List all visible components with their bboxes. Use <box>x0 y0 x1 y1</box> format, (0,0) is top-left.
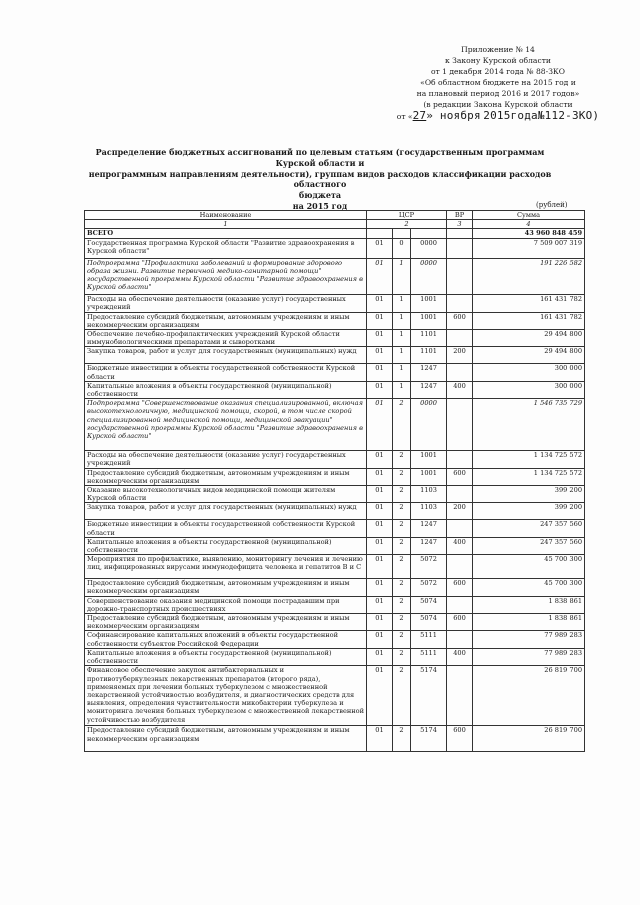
row-csr-program: 01 <box>367 486 393 503</box>
appendix-date-day: 27 <box>412 109 427 122</box>
row-csr-program: 01 <box>367 364 393 381</box>
row-sum: 1 134 725 572 <box>473 468 585 485</box>
row-csr-direction: 1103 <box>411 486 447 503</box>
row-name: Финансовое обеспечение закупок антибактериальных и противотуберкулезных лекарственных препаратов (второго ряда), применяемых при лечении больных туберкулезом с множественной лекарственной устойчивостью возбудителя, и диагностических средств для выявления, определения чувствительности микобактерии туберкулеза и мониторинга лечения больных туберкулезом с множественной лекарственной устойчивостью возбудителя <box>85 666 367 726</box>
row-name: Расходы на обеспечение деятельности (оказание услуг) государственных учреждений <box>85 294 367 312</box>
row-csr-subprogram: 0 <box>393 238 411 258</box>
row-name: Бюджетные инвестиции в объекты государственной собственности Курской области <box>85 520 367 537</box>
row-csr-program: 01 <box>367 399 393 451</box>
row-csr-program <box>367 229 393 238</box>
row-sum: 45 700 300 <box>473 579 585 596</box>
row-name: Государственная программа Курской области "Развитие здравоохранения в Курской области" <box>85 238 367 258</box>
row-csr-direction: 0000 <box>411 258 447 294</box>
row-sum: 300 000 <box>473 364 585 381</box>
table-row <box>85 347 585 364</box>
row-csr-direction <box>411 229 447 238</box>
budget-table-body <box>85 211 585 752</box>
row-csr-direction: 5074 <box>411 614 447 631</box>
table-row <box>85 238 585 258</box>
row-vr: 600 <box>447 579 473 596</box>
appendix-date-prefix: от « <box>396 112 413 121</box>
appendix-block <box>368 44 628 122</box>
row-csr-subprogram: 2 <box>393 666 411 726</box>
row-csr-subprogram: 1 <box>393 364 411 381</box>
row-vr: 600 <box>447 468 473 485</box>
row-sum: 191 226 582 <box>473 258 585 294</box>
header-num-sum: 4 <box>473 220 585 229</box>
row-csr-program: 01 <box>367 381 393 398</box>
row-csr-subprogram: 1 <box>393 294 411 312</box>
row-vr: 200 <box>447 503 473 520</box>
row-sum: 247 357 560 <box>473 520 585 537</box>
table-row <box>85 520 585 537</box>
row-csr-program: 01 <box>367 312 393 329</box>
row-csr-subprogram: 2 <box>393 537 411 554</box>
title-line-2: непрограммным направлениям деятельности), группам видов расходов классификации расходов областного <box>88 168 552 190</box>
row-sum: 26 819 700 <box>473 666 585 726</box>
table-row <box>85 579 585 596</box>
row-vr: 400 <box>447 381 473 398</box>
row-name: Капитальные вложения в объекты государственной (муниципальной) собственности <box>85 648 367 665</box>
row-csr-direction: 5072 <box>411 579 447 596</box>
appendix-line-4: «Об областном бюджете на 2015 год и <box>420 78 576 87</box>
row-name: Обеспечение лечебно-профилактических учреждений Курской области иммунобиологическими препаратами и сыворотками <box>85 330 367 347</box>
row-sum: 1 838 861 <box>473 596 585 613</box>
row-csr-program: 01 <box>367 258 393 294</box>
header-num-vr: 3 <box>447 220 473 229</box>
row-name: Капитальные вложения в объекты государственной (муниципальной) собственности <box>85 537 367 554</box>
header-row <box>85 211 585 220</box>
title-line-4: на 2015 год <box>292 200 348 211</box>
row-sum: 29 494 800 <box>473 347 585 364</box>
row-name: ВСЕГО <box>85 229 367 238</box>
row-csr-subprogram: 2 <box>393 555 411 579</box>
appendix-line-1: Приложение № 14 <box>461 45 535 54</box>
row-vr <box>447 666 473 726</box>
row-name: Закупка товаров, работ и услуг для государственных (муниципальных) нужд <box>85 347 367 364</box>
row-vr: 600 <box>447 726 473 752</box>
row-csr-direction: 5074 <box>411 596 447 613</box>
row-csr-program: 01 <box>367 614 393 631</box>
row-vr: 600 <box>447 312 473 329</box>
row-csr-direction: 1001 <box>411 451 447 468</box>
appendix-line-5: на плановый период 2016 и 2017 годов» <box>416 89 580 98</box>
row-sum: 45 700 300 <box>473 555 585 579</box>
row-csr-subprogram: 2 <box>393 451 411 468</box>
table-row <box>85 330 585 347</box>
budget-table <box>84 210 585 752</box>
row-sum: 161 431 782 <box>473 312 585 329</box>
row-csr-direction: 5174 <box>411 666 447 726</box>
row-name: Расходы на обеспечение деятельности (оказание услуг) государственных учреждений <box>85 451 367 468</box>
header-sum: Сумма <box>473 211 585 220</box>
table-row <box>85 537 585 554</box>
row-csr-program: 01 <box>367 294 393 312</box>
appendix-line-3: от 1 декабря 2014 года № 88-ЗКО <box>430 67 566 76</box>
row-csr-program: 01 <box>367 666 393 726</box>
row-csr-subprogram: 2 <box>393 486 411 503</box>
row-csr-program: 01 <box>367 347 393 364</box>
row-csr-subprogram: 2 <box>393 631 411 648</box>
row-csr-direction: 1247 <box>411 364 447 381</box>
row-name: Предоставление субсидий бюджетным, автономным учреждениям и иным некоммерческим организациям <box>85 579 367 596</box>
units-label: (рублей) <box>536 201 568 209</box>
row-name: Оказание высокотехнологичных видов медицинской помощи жителям Курской области <box>85 486 367 503</box>
row-csr-program: 01 <box>367 596 393 613</box>
row-csr-subprogram: 1 <box>393 347 411 364</box>
table-row <box>85 596 585 613</box>
row-csr-subprogram: 2 <box>393 726 411 752</box>
row-name: Капитальные вложения в объекты государственной (муниципальной) собственности <box>85 381 367 398</box>
row-vr <box>447 229 473 238</box>
row-csr-program: 01 <box>367 631 393 648</box>
row-sum: 399 200 <box>473 486 585 503</box>
row-vr <box>447 451 473 468</box>
row-name: Бюджетные инвестиции в объекты государственной собственности Курской области <box>85 364 367 381</box>
table-row <box>85 648 585 665</box>
header-vr: ВР <box>447 211 473 220</box>
row-csr-direction: 1001 <box>411 312 447 329</box>
row-vr <box>447 258 473 294</box>
row-sum: 161 431 782 <box>473 294 585 312</box>
header-name: Наименование <box>85 211 367 220</box>
row-csr-subprogram: 2 <box>393 520 411 537</box>
appendix-line-2: к Закону Курской области <box>445 56 551 65</box>
row-csr-direction: 5111 <box>411 648 447 665</box>
row-csr-direction: 5111 <box>411 631 447 648</box>
row-name: Мероприятия по профилактике, выявлению, мониторингу лечения и лечению лиц, инфицированных вирусами иммунодефицита человека и гепатитов В и С <box>85 555 367 579</box>
table-row <box>85 468 585 485</box>
row-vr <box>447 555 473 579</box>
table-row <box>85 614 585 631</box>
table-row <box>85 364 585 381</box>
table-row <box>85 486 585 503</box>
row-csr-program: 01 <box>367 579 393 596</box>
table-row <box>85 666 585 726</box>
row-csr-subprogram: 1 <box>393 330 411 347</box>
row-csr-direction: 1247 <box>411 537 447 554</box>
row-csr-subprogram: 2 <box>393 579 411 596</box>
row-csr-subprogram: 2 <box>393 596 411 613</box>
title-line-1: Распределение бюджетных ассигнований по целевым статьям (государственным программам Курской области и <box>95 147 545 168</box>
row-sum: 1 134 725 572 <box>473 451 585 468</box>
row-sum: 399 200 <box>473 503 585 520</box>
row-csr-direction: 1101 <box>411 347 447 364</box>
row-sum: 26 819 700 <box>473 726 585 752</box>
document-title <box>80 147 560 212</box>
row-vr <box>447 596 473 613</box>
row-csr-direction: 5174 <box>411 726 447 752</box>
row-name: Подпрограмма "Совершенствование оказания специализированной, включая высокотехнологичную, медицинской помощи, скорой, в том числе скорой специализированной медицинской помощи, медицинской эвакуации" государственной программы Курской области "Развитие здравоохранения в Курской области" <box>85 399 367 451</box>
table-row <box>85 555 585 579</box>
row-csr-subprogram: 1 <box>393 258 411 294</box>
row-sum: 247 357 560 <box>473 537 585 554</box>
row-csr-direction: 1101 <box>411 330 447 347</box>
row-csr-direction: 1247 <box>411 381 447 398</box>
row-csr-program: 01 <box>367 451 393 468</box>
table-row <box>85 631 585 648</box>
table-row <box>85 229 585 238</box>
header-csr: ЦСР <box>367 211 447 220</box>
row-vr: 200 <box>447 347 473 364</box>
table-row <box>85 399 585 451</box>
row-csr-subprogram: 2 <box>393 614 411 631</box>
table-row <box>85 451 585 468</box>
row-name: Закупка товаров, работ и услуг для государственных (муниципальных) нужд <box>85 503 367 520</box>
appendix-line-7 <box>368 110 628 122</box>
row-vr: 400 <box>447 648 473 665</box>
row-csr-direction: 1103 <box>411 503 447 520</box>
appendix-date-month: » ноября <box>426 109 481 122</box>
table-row <box>85 258 585 294</box>
row-csr-program: 01 <box>367 468 393 485</box>
title-line-3: бюджета <box>298 190 342 201</box>
row-name: Предоставление субсидий бюджетным, автономным учреждениям и иным некоммерческим организациям <box>85 726 367 752</box>
row-sum: 29 494 800 <box>473 330 585 347</box>
header-number-row <box>85 220 585 229</box>
row-vr <box>447 330 473 347</box>
row-sum: 300 000 <box>473 381 585 398</box>
row-name: Софинансирование капитальных вложений в объекты государственной собственности субъектов Российской Федерации <box>85 631 367 648</box>
row-vr: 400 <box>447 537 473 554</box>
header-num-name: 1 <box>85 220 367 229</box>
row-sum: 1 546 735 729 <box>473 399 585 451</box>
row-csr-subprogram: 2 <box>393 648 411 665</box>
row-csr-subprogram <box>393 229 411 238</box>
row-vr: 600 <box>447 614 473 631</box>
row-sum: 7 509 007 319 <box>473 238 585 258</box>
row-csr-direction: 1247 <box>411 520 447 537</box>
row-csr-program: 01 <box>367 537 393 554</box>
row-csr-program: 01 <box>367 648 393 665</box>
row-csr-program: 01 <box>367 238 393 258</box>
row-csr-program: 01 <box>367 503 393 520</box>
row-vr <box>447 486 473 503</box>
table-row <box>85 312 585 329</box>
row-csr-direction: 1001 <box>411 294 447 312</box>
row-csr-subprogram: 1 <box>393 381 411 398</box>
row-csr-direction: 0000 <box>411 399 447 451</box>
header-num-csr: 2 <box>367 220 447 229</box>
appendix-date-rest: 2015года№112-ЗКО) <box>483 109 600 122</box>
row-vr <box>447 399 473 451</box>
row-csr-subprogram: 2 <box>393 503 411 520</box>
row-sum: 43 960 848 459 <box>473 229 585 238</box>
row-vr <box>447 238 473 258</box>
table-row <box>85 726 585 752</box>
table-row <box>85 294 585 312</box>
row-vr <box>447 520 473 537</box>
row-csr-direction: 5072 <box>411 555 447 579</box>
row-sum: 77 989 283 <box>473 631 585 648</box>
row-name: Совершенствование оказания медицинской помощи пострадавшим при дорожно-транспортных происшествиях <box>85 596 367 613</box>
row-vr <box>447 631 473 648</box>
row-csr-subprogram: 1 <box>393 312 411 329</box>
table-row <box>85 503 585 520</box>
row-name: Предоставление субсидий бюджетным, автономным учреждениям и иным некоммерческим организациям <box>85 312 367 329</box>
row-csr-program: 01 <box>367 520 393 537</box>
table-row <box>85 381 585 398</box>
row-vr <box>447 294 473 312</box>
row-name: Предоставление субсидий бюджетным, автономным учреждениям и иным некоммерческим организациям <box>85 468 367 485</box>
row-vr <box>447 364 473 381</box>
row-csr-program: 01 <box>367 330 393 347</box>
row-name: Предоставление субсидий бюджетным, автономным учреждениям и иным некоммерческим организациям <box>85 614 367 631</box>
row-csr-direction: 1001 <box>411 468 447 485</box>
row-csr-program: 01 <box>367 726 393 752</box>
row-csr-direction: 0000 <box>411 238 447 258</box>
row-name: Подпрограмма "Профилактика заболеваний и формирование здорового образа жизни. Развитие первичной медико-санитарной помощи" государственной программы Курской области "Развитие здравоохранения в Курской области" <box>85 258 367 294</box>
row-sum: 1 838 861 <box>473 614 585 631</box>
row-csr-subprogram: 2 <box>393 468 411 485</box>
row-sum: 77 989 283 <box>473 648 585 665</box>
appendix-line-6: (в редакции Закона Курской области <box>423 100 573 109</box>
row-csr-program: 01 <box>367 555 393 579</box>
row-csr-subprogram: 2 <box>393 399 411 451</box>
